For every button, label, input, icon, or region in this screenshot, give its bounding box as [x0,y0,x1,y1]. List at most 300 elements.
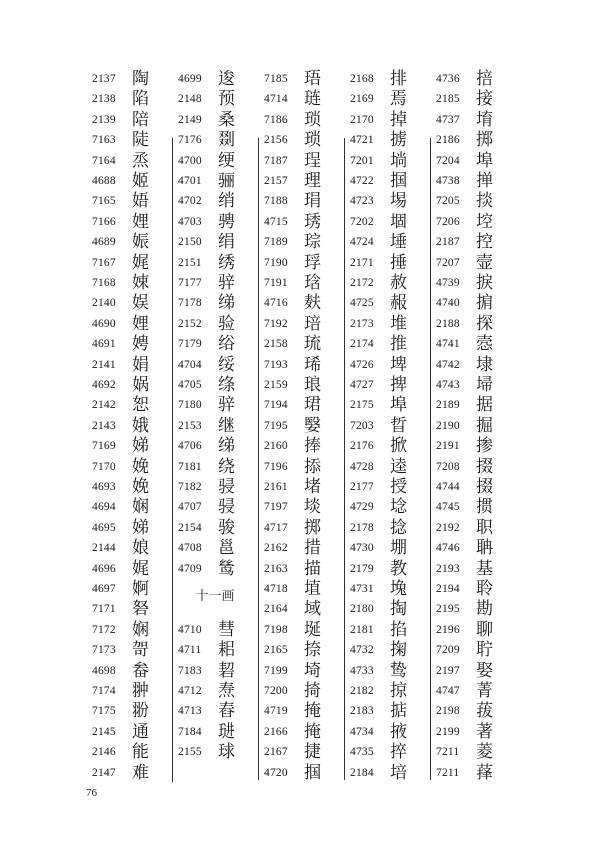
entry-number: 2166 [264,725,288,738]
entry-number: 7206 [436,215,460,228]
entry-number: 7185 [264,73,288,85]
entry-number: 7188 [264,195,288,208]
entry-number: 4698 [92,664,116,677]
entry-number: 2190 [436,419,460,432]
entry-character: 掺 [476,436,493,457]
entry-character: 聊 [476,619,493,640]
entry-number: 2188 [436,317,460,330]
entry-character: 捻 [390,517,407,538]
entry-character: 悫 [476,334,493,355]
entry-character: 掞 [476,191,493,212]
entry-character: 掖 [390,721,407,742]
entry-number: 7180 [178,399,202,412]
entry-character: 菱 [476,742,493,763]
entry-number: 2173 [350,317,374,330]
entry-character: 绣 [218,252,235,273]
entry-number: 2175 [350,399,374,412]
entry-character: 娣 [132,436,149,457]
entry-number: 2148 [178,93,202,106]
entry-character: 难 [132,762,149,783]
entry-character: 菁 [476,681,493,701]
entry-character: 聃 [476,538,493,559]
entry-character: 逵 [390,456,407,477]
entry-character: 推 [390,334,407,355]
entry-character: 鸷 [390,660,407,681]
entry-number: 2152 [178,317,202,330]
entry-number: 4727 [350,379,374,391]
entry-number: 2182 [350,685,374,697]
entry-character: 埸 [390,191,407,212]
entry-number: 2191 [436,440,460,453]
entry-number: 4714 [264,93,288,106]
entry-character: 捭 [390,375,407,395]
entry-character: 掩 [304,721,321,742]
entry-number: 4715 [264,215,288,228]
entry-character: 琀 [304,273,321,293]
entry-number: 7195 [264,419,288,432]
entry-character: 娲 [132,375,149,395]
entry-character: 堵 [304,477,321,497]
entry-number: 4723 [350,195,374,208]
entry-number: 4712 [178,685,202,697]
entry-character: 通 [132,721,149,742]
entry-character: 埠 [390,395,407,416]
entry-character: 绢 [218,232,235,253]
entry-number: 2147 [92,766,116,779]
table-row [172,558,258,581]
entry-number: 2187 [436,236,460,249]
entry-character: 捩 [476,273,493,293]
entry-number: 4693 [92,481,116,493]
entry-number: 4705 [178,379,202,391]
entry-number: 2174 [350,338,374,351]
entry-character: 焘 [218,681,235,701]
entry-character: 绨 [218,293,235,314]
entry-number: 2149 [178,113,202,126]
entry-number: 2189 [436,399,460,412]
entry-number: 4703 [178,215,202,228]
entry-character: 舂 [218,701,235,722]
entry-character: 捶 [390,252,407,273]
entry-character: 娟 [132,354,149,375]
entry-character: 琮 [304,232,321,253]
entry-number: 7174 [92,685,116,697]
entry-character: 娓 [132,252,149,273]
entry-number: 4689 [92,236,116,249]
entry-character: 埤 [390,354,407,375]
entry-number: 2158 [264,338,288,351]
entry-character: 骋 [218,211,235,232]
entry-number: 4694 [92,501,116,514]
entry-number: 7166 [92,215,116,228]
entry-number: 4699 [178,73,202,85]
entry-character: 剟 [218,130,235,151]
entry-character: 琄 [304,191,321,212]
entry-number: 7164 [92,154,116,167]
entry-character: 控 [476,232,493,253]
entry-character: 恕 [132,395,149,416]
entry-character: 萚 [476,762,493,783]
entry-character: 珵 [304,150,321,171]
entry-character: 琎 [218,721,235,742]
entry-character: 珺 [304,395,321,416]
entry-number: 4747 [436,685,460,697]
entry-number: 7179 [178,338,202,351]
entry-character: 娱 [132,293,149,314]
entry-character: 埪 [476,211,493,232]
entry-number: 4704 [178,358,202,371]
entry-number: 2180 [350,603,374,616]
entry-number: 2185 [436,93,460,106]
entry-number: 2195 [436,603,460,616]
entry-number: 4716 [264,297,288,310]
entry-character: 娘 [132,538,149,559]
entry-character: 翀 [132,681,149,701]
entry-number: 7184 [178,725,202,738]
entry-character: 陶 [132,69,149,89]
entry-number: 2197 [436,664,460,677]
entry-character: 掇 [476,477,493,497]
entry-character: 据 [476,395,493,416]
entry-number: 4731 [350,583,374,595]
entry-character: 堉 [476,109,493,130]
entry-number: 7175 [92,705,116,718]
entry-character: 娴 [132,497,149,518]
entry-character: 娌 [132,211,149,232]
entry-number: 4692 [92,379,116,391]
entry-character: 晢 [390,415,407,436]
entry-character: 麸 [304,293,321,314]
entry-character: 赧 [390,293,407,314]
entry-number: 7183 [178,664,202,677]
table-row [258,762,344,785]
entry-character: 绤 [218,334,235,355]
entry-number: 2162 [264,542,288,555]
entry-character: 娉 [132,334,149,355]
entry-number: 7191 [264,277,288,289]
entry-character: 掴 [304,762,321,783]
entry-number: 4728 [350,460,374,473]
entry-character: 授 [390,477,407,497]
entry-character: 掎 [304,681,321,701]
entry-number: 2165 [264,644,288,657]
entry-character: 骎 [218,497,235,518]
entry-number: 4707 [178,501,202,514]
entry-number: 2163 [264,562,288,575]
table-column-5 [430,68,516,783]
entry-character: 娥 [132,415,149,436]
entry-number: 7204 [436,154,460,167]
entry-character: 掼 [476,497,493,518]
entry-character: 堌 [390,211,407,232]
entry-character: 埫 [390,150,407,171]
entry-number: 4717 [264,521,288,534]
entry-character: 骍 [218,273,235,293]
entry-number: 7172 [92,623,116,636]
entry-number: 7193 [264,358,288,371]
entry-character: 彗 [218,619,235,640]
entry-character: 措 [304,538,321,559]
entry-character: 骊 [218,171,235,191]
entry-character: 捺 [304,640,321,661]
entry-number: 4724 [350,236,374,249]
entry-number: 7173 [92,644,116,657]
entry-number: 2153 [178,419,202,432]
entry-number: 2194 [436,583,460,595]
entry-character: 掮 [476,293,493,314]
entry-number: 4735 [350,746,374,759]
entry-number: 4700 [178,154,202,167]
entry-character: 陷 [132,89,149,110]
entry-character: 堆 [390,313,407,334]
entry-character: 娌 [132,313,149,334]
entry-character: 菝 [476,701,493,722]
entry-number: 4743 [436,379,460,391]
entry-number: 7200 [264,685,288,697]
entry-number: 2160 [264,440,288,453]
entry-number: 2151 [178,256,202,269]
entry-number: 4736 [436,73,460,85]
entry-character: 埠 [476,150,493,171]
entry-character: 嫛 [304,415,321,436]
entry-character: 耜 [218,640,235,661]
entry-number: 7211 [436,746,460,759]
entry-number: 4742 [436,358,460,371]
entry-number: 7163 [92,134,116,147]
entry-character: 培 [390,762,407,783]
entry-character: 掷 [304,517,321,538]
entry-number: 4701 [178,175,202,187]
entry-character: 描 [304,558,321,579]
entry-number: 4713 [178,705,202,718]
entry-character: 䂮 [218,660,235,681]
entry-character: 掂 [390,701,407,722]
entry-number: 2193 [436,562,460,575]
entry-character: 掠 [390,681,407,701]
entry-character: 掉 [390,109,407,130]
entry-number: 4708 [178,542,202,555]
entry-character: 埮 [304,497,321,518]
entry-character: 骏 [218,517,235,538]
entry-number: 4744 [436,481,460,493]
entry-number: 7198 [264,623,288,636]
entry-number: 4691 [92,338,116,351]
entry-character: 娠 [132,232,149,253]
entry-character: 邕 [218,538,235,559]
entry-character: 绕 [218,456,235,477]
entry-character: 掏 [390,599,407,620]
entry-character: 琋 [304,354,321,375]
table-column-1 [86,68,172,783]
entry-character: 绠 [218,150,235,171]
entry-number: 4726 [350,358,374,371]
table-row [172,741,258,764]
entry-character: 基 [476,558,493,579]
table-column-2 [172,68,258,780]
entry-character: 掷 [476,130,493,151]
entry-number: 7186 [264,113,288,126]
entry-character: 掳 [390,130,407,151]
entry-number: 7181 [178,460,202,473]
entry-character: 琇 [304,211,321,232]
entry-number: 4720 [264,766,288,779]
entry-character: 逡 [218,69,235,89]
entry-number: 2161 [264,481,288,493]
entry-character: 捧 [304,436,321,457]
entry-character: 焉 [390,89,407,110]
entry-character: 赦 [390,273,407,293]
entry-number: 2156 [264,134,288,147]
entry-character: 聍 [476,640,493,661]
entry-number: 2181 [350,623,374,636]
entry-character: 绨 [218,436,235,457]
entry-character: 能 [132,742,149,763]
entry-number: 4746 [436,542,460,555]
entry-character: 娩 [132,477,149,497]
entry-number: 2198 [436,705,460,718]
entry-number: 7189 [264,236,288,249]
entry-character: 埵 [390,232,407,253]
entry-number: 2137 [92,73,116,85]
entry-character: 绡 [218,191,235,212]
entry-number: 2186 [436,134,460,147]
table-row [86,762,172,785]
entry-number: 7192 [264,317,288,330]
entry-character: 职 [476,517,493,538]
entry-character: 勘 [476,599,493,620]
entry-number: 2183 [350,705,374,718]
entry-number: 4702 [178,195,202,208]
entry-character: 壸 [476,252,493,273]
entry-number: 7205 [436,195,460,208]
entry-number: 2170 [350,113,374,126]
entry-character: 掐 [390,619,407,640]
entry-number: 4745 [436,501,460,514]
table-row [344,762,430,785]
entry-character: 球 [218,742,235,763]
entry-number: 2154 [178,521,202,534]
entry-character: 域 [304,599,321,620]
entry-number: 7165 [92,195,116,208]
entry-number: 2184 [350,766,374,779]
entry-character: 哿 [132,640,149,661]
entry-number: 7176 [178,134,202,147]
entry-number: 4711 [178,644,202,657]
entry-number: 4690 [92,317,116,330]
entry-character: 掭 [304,456,321,477]
entry-number: 7169 [92,440,116,453]
entry-number: 7209 [436,644,460,657]
entry-character: 娕 [132,273,149,293]
entry-character: 绥 [218,354,235,375]
entry-character: 娣 [132,517,149,538]
entry-character: 埭 [476,354,493,375]
entry-number: 7203 [350,419,374,432]
entry-number: 2177 [350,481,374,493]
entry-number: 7202 [350,215,374,228]
entry-character: 捷 [304,742,321,763]
entry-number: 7190 [264,256,288,269]
entry-number: 2167 [264,746,288,759]
entry-character: 鸶 [218,558,235,579]
entry-number: 2143 [92,419,116,432]
entry-number: 7201 [350,154,374,167]
entry-number: 4710 [178,623,202,636]
entry-number: 7171 [92,603,116,616]
entry-character: 畚 [132,660,149,681]
entry-number: 4741 [436,338,460,351]
entry-number: 4737 [436,113,460,126]
entry-number: 2145 [92,725,116,738]
entry-number: 2142 [92,399,116,412]
entry-number: 7167 [92,256,116,269]
entry-character: 翂 [132,701,149,722]
entry-number: 2196 [436,623,460,636]
entry-character: 陡 [132,130,149,151]
entry-number: 7177 [178,277,202,289]
entry-number: 4722 [350,175,374,187]
entry-character: 娩 [132,456,149,477]
entry-number: 2150 [178,236,202,249]
entry-character: 琐 [304,130,321,151]
entry-number: 2199 [436,725,460,738]
entry-character: 砮 [132,599,149,620]
entry-character: 掊 [476,69,493,89]
entry-character: 捽 [390,742,407,763]
entry-number: 2169 [350,93,374,106]
entry-number: 2192 [436,521,460,534]
entry-number: 7170 [92,460,116,473]
entry-character: 掴 [390,171,407,191]
entry-character: 接 [476,89,493,110]
entry-number: 2139 [92,113,116,126]
entry-number: 4730 [350,542,374,555]
entry-character: 烝 [132,150,149,171]
entry-character: 珸 [304,69,321,89]
entry-character: 绦 [218,375,235,395]
entry-number: 4697 [92,583,116,595]
entry-number: 4732 [350,644,374,657]
table-row [430,762,516,785]
entry-character: 姬 [132,171,149,191]
entry-number: 2172 [350,277,374,289]
entry-number: 7168 [92,277,116,289]
entry-number: 2157 [264,175,288,187]
entry-character: 娪 [132,191,149,212]
entry-number: 4706 [178,440,202,453]
entry-character: 埼 [304,660,321,681]
entry-number: 2164 [264,603,288,616]
entry-number: 4688 [92,175,116,187]
entry-number: 7199 [264,664,288,677]
entry-character: 埽 [476,375,493,395]
entry-character: 掘 [476,415,493,436]
entry-character: 琅 [304,375,321,395]
entry-number: 4696 [92,562,116,575]
entry-character: 琈 [304,252,321,273]
entry-number: 7187 [264,154,288,167]
entry-character: 排 [390,69,407,89]
entry-number: 4738 [436,175,460,187]
entry-character: 埏 [304,619,321,640]
entry-number: 2138 [92,93,116,106]
entry-character: 著 [476,721,493,742]
entry-character: 探 [476,313,493,334]
entry-number: 2141 [92,358,116,371]
entry-character: 骎 [218,477,235,497]
entry-number: 2176 [350,440,374,453]
entry-number: 2144 [92,542,116,555]
